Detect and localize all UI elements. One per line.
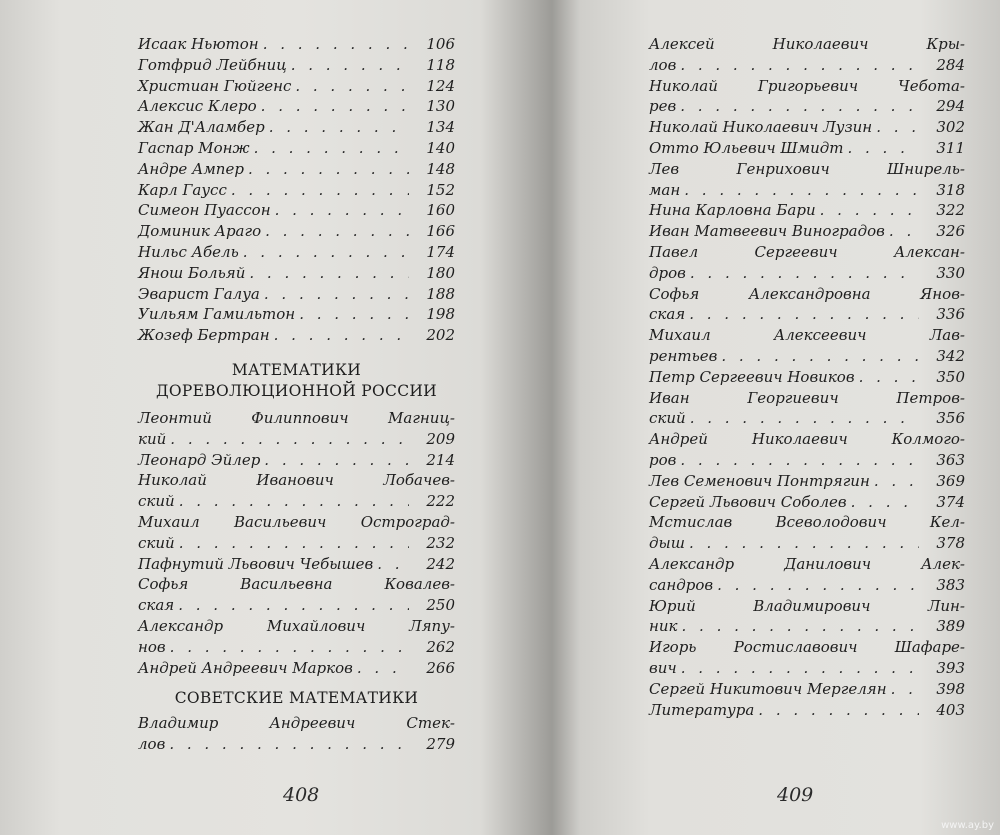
leader-dots	[721, 346, 919, 367]
leader-dots	[851, 492, 919, 513]
leader-dots	[874, 471, 919, 492]
toc-entry-page: 232	[426, 533, 455, 552]
toc-entry-name: Андрей Андреевич Марков	[138, 658, 353, 677]
toc-entry-name: Жозеф Бертран	[138, 326, 270, 345]
toc-entry-name: Петр Сергеевич Новиков	[649, 367, 855, 386]
section-heading-line: МАТЕМАТИКИ	[231, 360, 362, 379]
leader-dots	[170, 429, 409, 450]
toc-entry-page: 209	[426, 429, 455, 448]
leader-dots	[178, 595, 409, 616]
right-page	[565, 0, 1000, 835]
toc-entry-name-line1: Александр Михайлович Ляпу-	[138, 616, 455, 635]
toc-entry-page: 393	[936, 658, 965, 677]
toc-entry-page: 350	[936, 367, 965, 386]
leader-dots	[717, 575, 919, 596]
toc-entry	[138, 304, 455, 325]
toc-entry-name: Николай Николаевич Лузин	[649, 118, 873, 137]
leader-dots	[170, 637, 409, 658]
toc-entry	[138, 221, 455, 242]
toc-entry	[649, 367, 965, 388]
toc-entry-name-line2: сандров	[649, 575, 714, 594]
toc-entry-name-line2: рев	[649, 97, 677, 116]
toc-entry-name-line1: Андрей Николаевич Колмого-	[649, 430, 965, 449]
toc-entry-name: Янош Больяй	[138, 263, 246, 282]
toc-entry-page: 124	[426, 76, 455, 95]
leader-dots	[681, 658, 919, 679]
toc-entry-name-line1: Павел Сергеевич Алексан-	[649, 242, 965, 261]
toc-entry-name: Эварист Галуа	[138, 284, 260, 303]
toc-entry-page: 383	[936, 575, 965, 594]
leader-dots	[876, 117, 919, 138]
page-number-left: 408	[283, 784, 320, 806]
toc-entry-name-line2: вич	[649, 658, 677, 677]
leader-dots	[377, 554, 409, 575]
toc-entry	[138, 658, 455, 679]
leader-dots	[859, 367, 919, 388]
leader-dots	[275, 200, 409, 221]
leader-dots	[265, 221, 409, 242]
toc-entry-page: 198	[426, 305, 455, 324]
toc-entry-name-line1: Николай Григорьевич Чебота-	[649, 76, 965, 95]
leader-dots	[690, 263, 919, 284]
toc-entry	[649, 221, 965, 242]
toc-entry-page: 214	[426, 450, 455, 469]
toc-entry-name: Доминик Араго	[138, 222, 262, 241]
toc-entry	[649, 117, 965, 138]
toc-entry-page: 279	[426, 735, 455, 754]
toc-entry	[649, 700, 965, 721]
toc-entry-name: Уильям Гамильтон	[138, 305, 296, 324]
toc-entry	[649, 637, 965, 679]
toc-entry	[649, 596, 965, 638]
toc-entry-page: 326	[936, 222, 965, 241]
leader-dots	[274, 325, 409, 346]
toc-entry	[138, 117, 455, 138]
toc-entry-page: 374	[936, 492, 965, 511]
leader-dots	[264, 450, 409, 471]
toc-entry	[138, 713, 455, 755]
toc-list-soviet-continued	[649, 34, 965, 720]
toc-entry	[138, 616, 455, 658]
leader-dots	[243, 242, 409, 263]
toc-entry-name: Нина Карловна Бари	[649, 201, 816, 220]
toc-entry-name-line2: ник	[649, 617, 678, 636]
toc-entry-page: 318	[936, 180, 965, 199]
toc-entry-name-line1: Лев Генрихович Шнирель-	[649, 159, 965, 178]
toc-entry-name: Иван Матвеевич Виноградов	[649, 222, 885, 241]
toc-entry-page: 294	[936, 97, 965, 116]
toc-entry-name: Андре Ампер	[138, 159, 244, 178]
toc-entry	[138, 180, 455, 201]
leader-dots	[299, 304, 409, 325]
toc-entry	[138, 34, 455, 55]
toc-entry-name-line1: Алексей Николаевич Кры-	[649, 35, 965, 53]
toc-entry-page: 322	[936, 201, 965, 220]
toc-entry-name: Христиан Гюйгенс	[138, 76, 292, 95]
toc-list-foreign	[138, 34, 455, 346]
toc-entry-name-line2: лов	[138, 735, 166, 754]
toc-entry	[649, 512, 965, 554]
leader-dots	[847, 138, 919, 159]
toc-entry-name-line2: ский	[649, 409, 686, 428]
toc-entry-name-line2: лов	[649, 55, 677, 74]
toc-entry	[649, 138, 965, 159]
toc-entry	[138, 284, 455, 305]
leader-dots	[690, 408, 919, 429]
toc-entry-name: Сергей Львович Соболев	[649, 492, 847, 511]
leader-dots	[689, 304, 919, 325]
toc-entry-name-line1: Леонтий Филиппович Магниц-	[138, 408, 455, 427]
leader-dots	[820, 200, 919, 221]
toc-entry-page: 336	[936, 305, 965, 324]
toc-entry-page: 134	[426, 118, 455, 137]
toc-entry	[138, 200, 455, 221]
toc-entry-page: 389	[936, 617, 965, 636]
toc-entry-page: 330	[936, 263, 965, 282]
toc-entry-name-line2: кий	[138, 429, 167, 448]
toc-entry	[649, 242, 965, 284]
toc-entry-name: Лев Семенович Понтрягин	[649, 471, 870, 490]
toc-entry	[138, 325, 455, 346]
toc-entry	[649, 471, 965, 492]
toc-entry	[138, 76, 455, 97]
toc-entry-name-line1: Игорь Ростиславович Шафаре-	[649, 638, 965, 657]
leader-dots	[758, 700, 919, 721]
toc-entry	[138, 554, 455, 575]
leader-dots	[254, 138, 409, 159]
toc-entry-page: 242	[426, 554, 455, 573]
toc-entry	[138, 574, 455, 616]
toc-entry	[649, 159, 965, 201]
toc-entry-page: 262	[426, 637, 455, 656]
toc-entry-name-line2: нов	[138, 637, 166, 656]
toc-entry-name: Отто Юльевич Шмидт	[649, 138, 844, 157]
toc-entry	[649, 76, 965, 118]
toc-entry-page: 266	[426, 658, 455, 677]
toc-entry-name-line2: дров	[649, 263, 686, 282]
leader-dots	[680, 96, 919, 117]
toc-entry-page: 342	[936, 346, 965, 365]
toc-entry	[649, 492, 965, 513]
toc-entry-name: Сергей Никитович Мергелян	[649, 679, 887, 698]
leader-dots	[169, 734, 409, 755]
toc-entry-page: 152	[426, 180, 455, 199]
toc-entry-name-line1: Михаил Алексеевич Лав-	[649, 326, 965, 345]
section-heading-soviet: СОВЕТСКИЕ МАТЕМАТИКИ	[174, 689, 419, 708]
watermark: www.ay.by	[941, 820, 994, 831]
toc-entry-page: 284	[936, 55, 965, 74]
toc-entry	[138, 470, 455, 512]
toc-entry-page: 174	[426, 242, 455, 261]
toc-entry-page: 403	[936, 700, 965, 719]
leader-dots	[291, 55, 409, 76]
toc-entry-page: 302	[936, 118, 965, 137]
left-toc	[138, 34, 455, 755]
toc-entry-name: Леонард Эйлер	[138, 450, 261, 469]
leader-dots	[263, 34, 409, 55]
toc-entry-page: 180	[426, 263, 455, 282]
toc-entry-page: 398	[936, 679, 965, 698]
toc-list-prerevolutionary	[138, 408, 455, 678]
leader-dots	[889, 221, 919, 242]
page-number-right: 409	[777, 784, 814, 806]
toc-entry	[138, 408, 455, 450]
leader-dots	[179, 491, 409, 512]
toc-entry	[649, 200, 965, 221]
toc-entry-name: Пафнутий Львович Чебышев	[138, 554, 374, 573]
toc-entry	[649, 429, 965, 471]
toc-entry-name-line1: Софья Васильевна Ковалев-	[138, 575, 455, 594]
toc-entry-page: 188	[426, 284, 455, 303]
leader-dots	[682, 616, 920, 637]
toc-entry	[649, 34, 965, 76]
leader-dots	[249, 263, 409, 284]
toc-entry-name-line2: ская	[138, 596, 175, 615]
leader-dots	[248, 159, 409, 180]
leader-dots	[179, 533, 409, 554]
leader-dots	[264, 284, 409, 305]
toc-entry-name-line1: Мстислав Всеволодович Кел-	[649, 513, 965, 532]
toc-entry-name-line2: ский	[138, 533, 175, 552]
toc-entry-page: 140	[426, 138, 455, 157]
toc-entry-page: 202	[426, 326, 455, 345]
toc-entry-page: 118	[426, 55, 455, 74]
leader-dots	[680, 450, 919, 471]
toc-entry-page: 222	[426, 492, 455, 511]
toc-entry-name-line1: Иван Георгиевич Петров-	[649, 388, 965, 407]
toc-entry-name: Карл Гаусс	[138, 180, 227, 199]
toc-entry-page: 378	[936, 534, 965, 553]
toc-entry-page: 356	[936, 409, 965, 428]
toc-entry-name: Нильс Абель	[138, 242, 239, 261]
toc-entry	[138, 450, 455, 471]
toc-entry-name-line2: рентьев	[649, 346, 718, 365]
toc-entry-name-line1: Николай Иванович Лобачев-	[138, 471, 455, 490]
toc-entry-name-line1: Михаил Васильевич Остроград-	[138, 512, 455, 531]
toc-entry-name: Литература	[649, 700, 755, 719]
toc-entry-page: 311	[936, 138, 965, 157]
toc-entry-name: Жан Д'Аламбер	[138, 118, 265, 137]
leader-dots	[680, 55, 919, 76]
toc-entry-page: 369	[936, 471, 965, 490]
toc-entry-page: 130	[426, 97, 455, 116]
toc-entry	[649, 679, 965, 700]
toc-entry-page: 250	[426, 596, 455, 615]
right-toc	[649, 34, 965, 720]
toc-entry-name-line1: Владимир Андреевич Стек-	[138, 714, 455, 733]
leader-dots	[295, 76, 409, 97]
toc-entry-name-line2: ская	[649, 305, 686, 324]
leader-dots	[689, 533, 919, 554]
leader-dots	[891, 679, 919, 700]
leader-dots	[269, 117, 409, 138]
toc-entry	[138, 159, 455, 180]
toc-entry-name: Готфрид Лейбниц	[138, 55, 287, 74]
toc-entry	[138, 242, 455, 263]
toc-entry	[649, 554, 965, 596]
toc-entry	[649, 388, 965, 430]
toc-entry-page: 363	[936, 450, 965, 469]
toc-entry	[138, 55, 455, 76]
toc-entry-name-line2: ман	[649, 180, 681, 199]
toc-entry-name-line1: Юрий Владимирович Лин-	[649, 596, 965, 615]
toc-entry-name: Алексис Клеро	[138, 97, 257, 116]
toc-entry	[649, 325, 965, 367]
toc-entry	[138, 138, 455, 159]
toc-entry-name-line1: Софья Александровна Янов-	[649, 284, 965, 303]
toc-entry-name: Гаспар Монж	[138, 138, 250, 157]
toc-entry-name-line2: ский	[138, 492, 175, 511]
section-heading-line: ДОРЕВОЛЮЦИОННОЙ РОССИИ	[156, 381, 437, 400]
toc-entry-page: 106	[426, 35, 455, 53]
toc-entry-name-line2: дыш	[649, 534, 685, 553]
toc-entry	[138, 512, 455, 554]
toc-entry-page: 148	[426, 159, 455, 178]
toc-entry-page: 160	[426, 201, 455, 220]
toc-entry-name: Симеон Пуассон	[138, 201, 271, 220]
leader-dots	[261, 96, 409, 117]
toc-entry-page: 166	[426, 222, 455, 241]
toc-entry-name: Исаак Ньютон	[138, 35, 259, 53]
toc-entry	[649, 284, 965, 326]
toc-entry	[138, 263, 455, 284]
toc-list-soviet	[138, 713, 455, 755]
toc-entry-name-line1: Александр Данилович Алек-	[649, 554, 965, 573]
leader-dots	[357, 658, 409, 679]
toc-entry	[138, 96, 455, 117]
toc-entry-name-line2: ров	[649, 450, 677, 469]
section-heading-prerevolutionary	[138, 360, 455, 402]
leader-dots	[231, 180, 409, 201]
leader-dots	[684, 180, 919, 201]
